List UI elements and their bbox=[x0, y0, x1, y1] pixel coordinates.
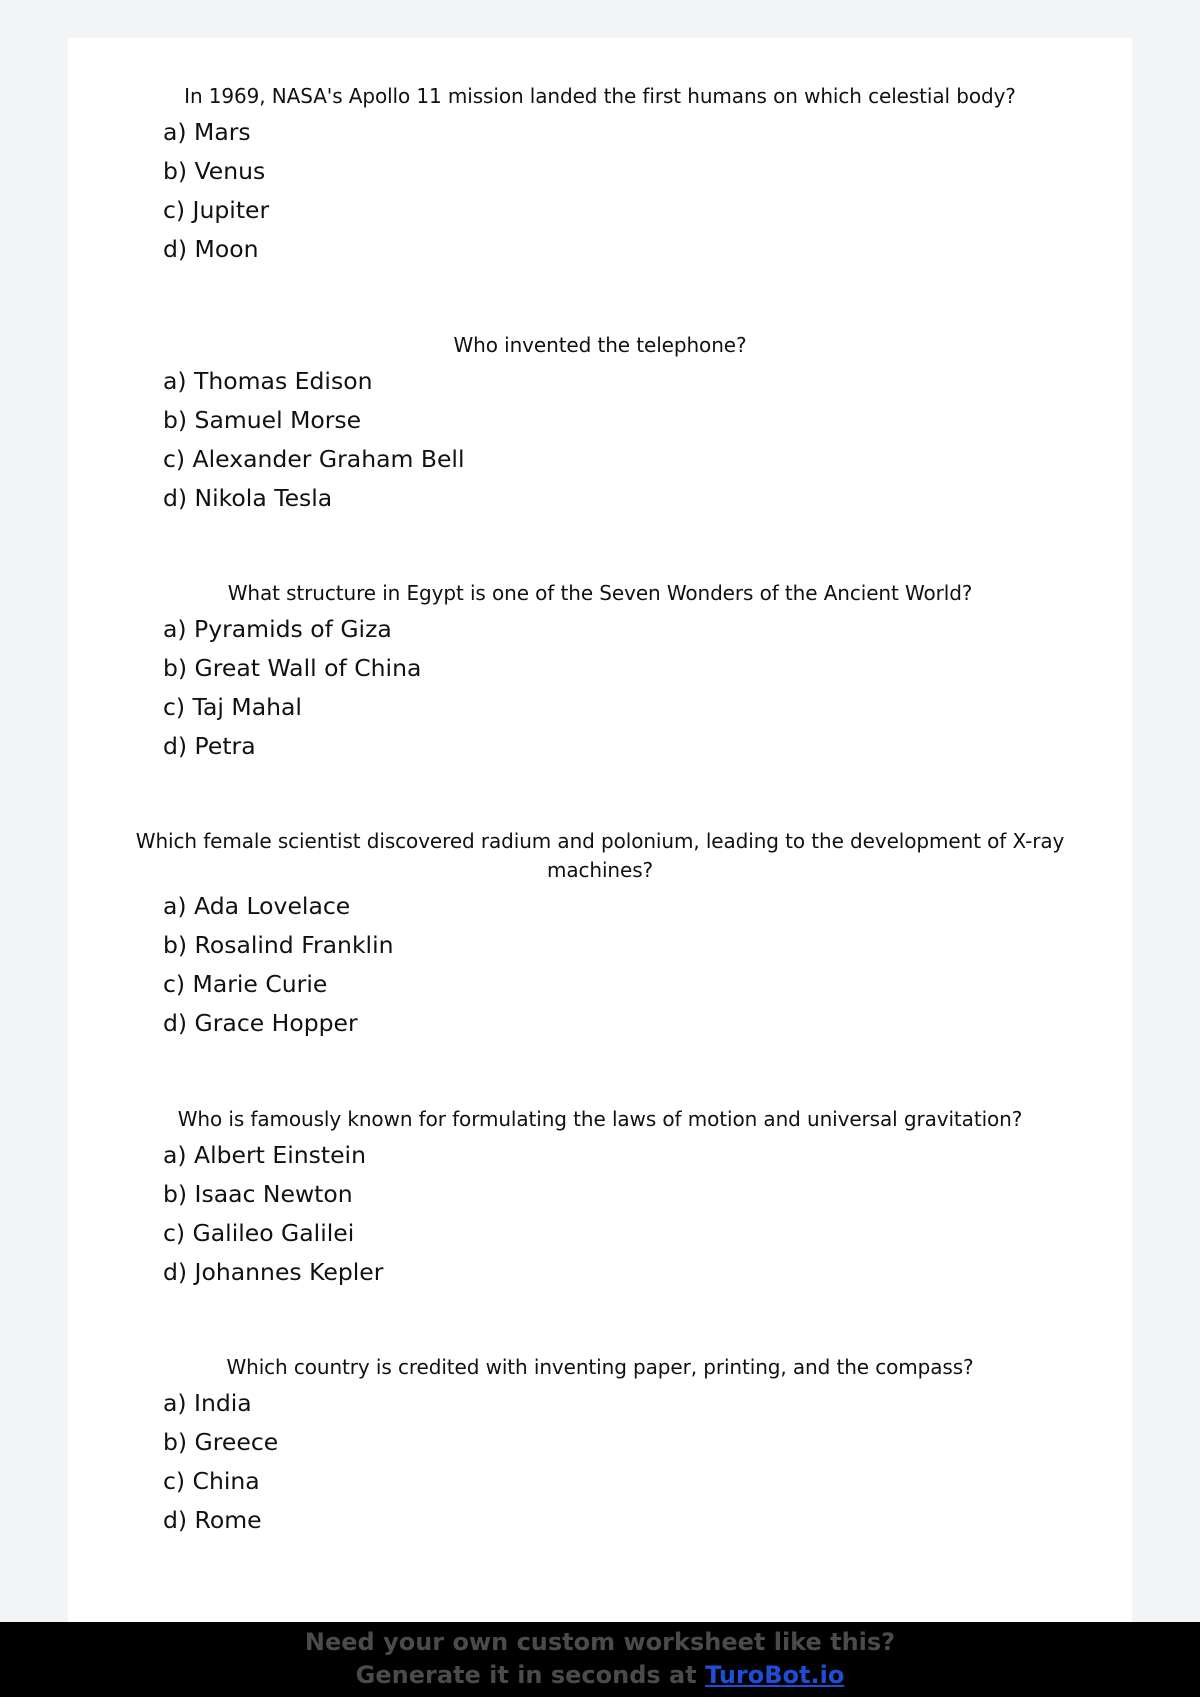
question-5 bbox=[68, 1105, 1132, 1292]
answer-option-b: b) Samuel Morse bbox=[163, 406, 362, 434]
answer-option-d: d) Johannes Kepler bbox=[163, 1258, 384, 1286]
footer-line-2-text: Generate it in seconds at bbox=[355, 1661, 706, 1689]
question-1 bbox=[68, 82, 1132, 269]
question-4 bbox=[68, 827, 1132, 1043]
question-6 bbox=[68, 1353, 1132, 1540]
answer-option-b: b) Venus bbox=[163, 157, 266, 185]
question-text: Who invented the telephone? bbox=[453, 333, 747, 357]
answer-option-c: c) Marie Curie bbox=[163, 970, 328, 998]
answer-options bbox=[68, 610, 1132, 766]
answer-options bbox=[68, 887, 1132, 1043]
turobot-link[interactable]: TuroBot.io bbox=[705, 1661, 845, 1689]
answer-option-d: d) Nikola Tesla bbox=[163, 484, 333, 512]
answer-option-d: d) Grace Hopper bbox=[163, 1009, 358, 1037]
question-3 bbox=[68, 579, 1132, 766]
answer-option-a: a) Pyramids of Giza bbox=[163, 615, 392, 643]
answer-options bbox=[68, 1136, 1132, 1292]
answer-option-c: c) Jupiter bbox=[163, 196, 270, 224]
question-2 bbox=[68, 331, 1132, 518]
question-text: Who is famously known for formulating the laws of motion and universal gravitation? bbox=[177, 1107, 1023, 1131]
promo-footer-banner bbox=[0, 1622, 1200, 1697]
answer-option-a: a) Thomas Edison bbox=[163, 367, 373, 395]
answer-option-c: c) Alexander Graham Bell bbox=[163, 445, 465, 473]
answer-option-a: a) Ada Lovelace bbox=[163, 892, 351, 920]
question-text: Which female scientist discovered radium and polonium, leading to the development of X-ray machines? bbox=[135, 829, 1065, 882]
answer-option-d: d) Rome bbox=[163, 1506, 262, 1534]
answer-option-b: b) Greece bbox=[163, 1428, 279, 1456]
answer-option-b: b) Isaac Newton bbox=[163, 1180, 353, 1208]
answer-option-a: a) Albert Einstein bbox=[163, 1141, 366, 1169]
answer-options bbox=[68, 1384, 1132, 1540]
answer-option-a: a) India bbox=[163, 1389, 252, 1417]
answer-option-b: b) Great Wall of China bbox=[163, 654, 422, 682]
worksheet-page bbox=[68, 38, 1132, 1628]
footer-line-1: Need your own custom worksheet like this? bbox=[304, 1628, 896, 1656]
answer-option-c: c) Taj Mahal bbox=[163, 693, 302, 721]
footer-line-2 bbox=[0, 1659, 1200, 1692]
answer-options bbox=[68, 362, 1132, 518]
answer-option-c: c) China bbox=[163, 1467, 260, 1495]
question-text: In 1969, NASA's Apollo 11 mission landed the first humans on which celestial body? bbox=[184, 84, 1016, 108]
answer-option-b: b) Rosalind Franklin bbox=[163, 931, 394, 959]
answer-option-d: d) Petra bbox=[163, 732, 256, 760]
answer-options bbox=[68, 113, 1132, 269]
answer-option-c: c) Galileo Galilei bbox=[163, 1219, 355, 1247]
question-text: Which country is credited with inventing paper, printing, and the compass? bbox=[226, 1355, 974, 1379]
answer-option-d: d) Moon bbox=[163, 235, 259, 263]
question-text: What structure in Egypt is one of the Seven Wonders of the Ancient World? bbox=[227, 581, 973, 605]
answer-option-a: a) Mars bbox=[163, 118, 251, 146]
